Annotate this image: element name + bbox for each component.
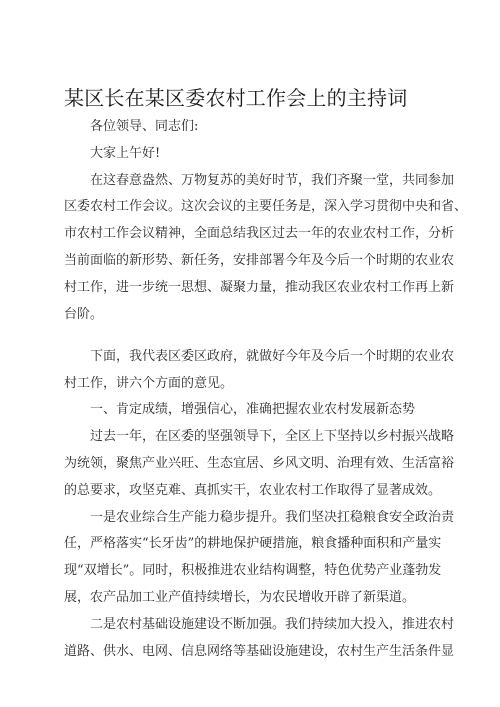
body-text-line: 一是农业综合生产能力稳步提升。我们坚决扛稳粮食安全政治责 (90, 509, 455, 525)
body-text-line: 道路、供水、电网、信息网络等基础设施建设，农村生产生活条件显 (64, 643, 455, 659)
body-text-line: 任，严格落实“长牙齿”的耕地保护硬措施，粮食播种面积和产量实 (64, 536, 442, 552)
document-title: 某区长在某区委农村工作会上的主持词 (64, 86, 408, 110)
body-text-line: 村工作，进一步统一思想、凝聚力量，推动我区农业农村工作再上新 (64, 279, 455, 295)
body-text-line: 展，农产品加工业产值持续增长，为农民增收开辟了新渠道。 (64, 589, 416, 605)
body-text-line: 二是农村基础设施建设不断加强。我们持续加大投入，推进农村 (90, 616, 455, 632)
body-text-line: 村工作，讲六个方面的意见。 (64, 375, 234, 391)
paragraph-gap (64, 328, 436, 343)
body-text-line: 各位领导、同志们: (90, 119, 199, 134)
body-text-line: 市农村工作会议精神，全面总结我区过去一年的农业农村工作，分析 (64, 226, 455, 242)
body-text-line: 当前面临的新形势、新任务，安排部署今年及今后一个时期的农业农 (64, 252, 455, 268)
body-text-line: 的总要求，攻坚克难、真抓实干，农业农村工作取得了显著成效。 (64, 482, 442, 498)
body-text-line: 下面，我代表区委区政府，就做好今年及今后一个时期的农业农 (90, 348, 455, 364)
body-text-line: 一、肯定成绩，增强信心，准确把握农业农村发展新态势 (90, 402, 416, 418)
body-text-line: 现“双增长”。同时，积极推进农业结构调整，特色优势产业蓬勃发 (64, 563, 442, 579)
document-body (64, 114, 468, 665)
body-text-line: 大家上午好! (90, 145, 161, 161)
body-text-line: 过去一年，在区委的坚强领导下，全区上下坚持以乡村振兴战略 (90, 429, 455, 445)
body-text-line: 台阶。 (64, 306, 104, 322)
body-text-line: 在这春意盎然、万物复苏的美好时节，我们齐聚一堂，共同参加 (90, 172, 455, 188)
body-text-line: 为统领，聚焦产业兴旺、生态宜居、乡风文明、治理有效、生活富裕 (64, 455, 455, 471)
body-text-line: 区委农村工作会议。这次会议的主要任务是，深入学习贯彻中央和省、 (64, 199, 468, 215)
